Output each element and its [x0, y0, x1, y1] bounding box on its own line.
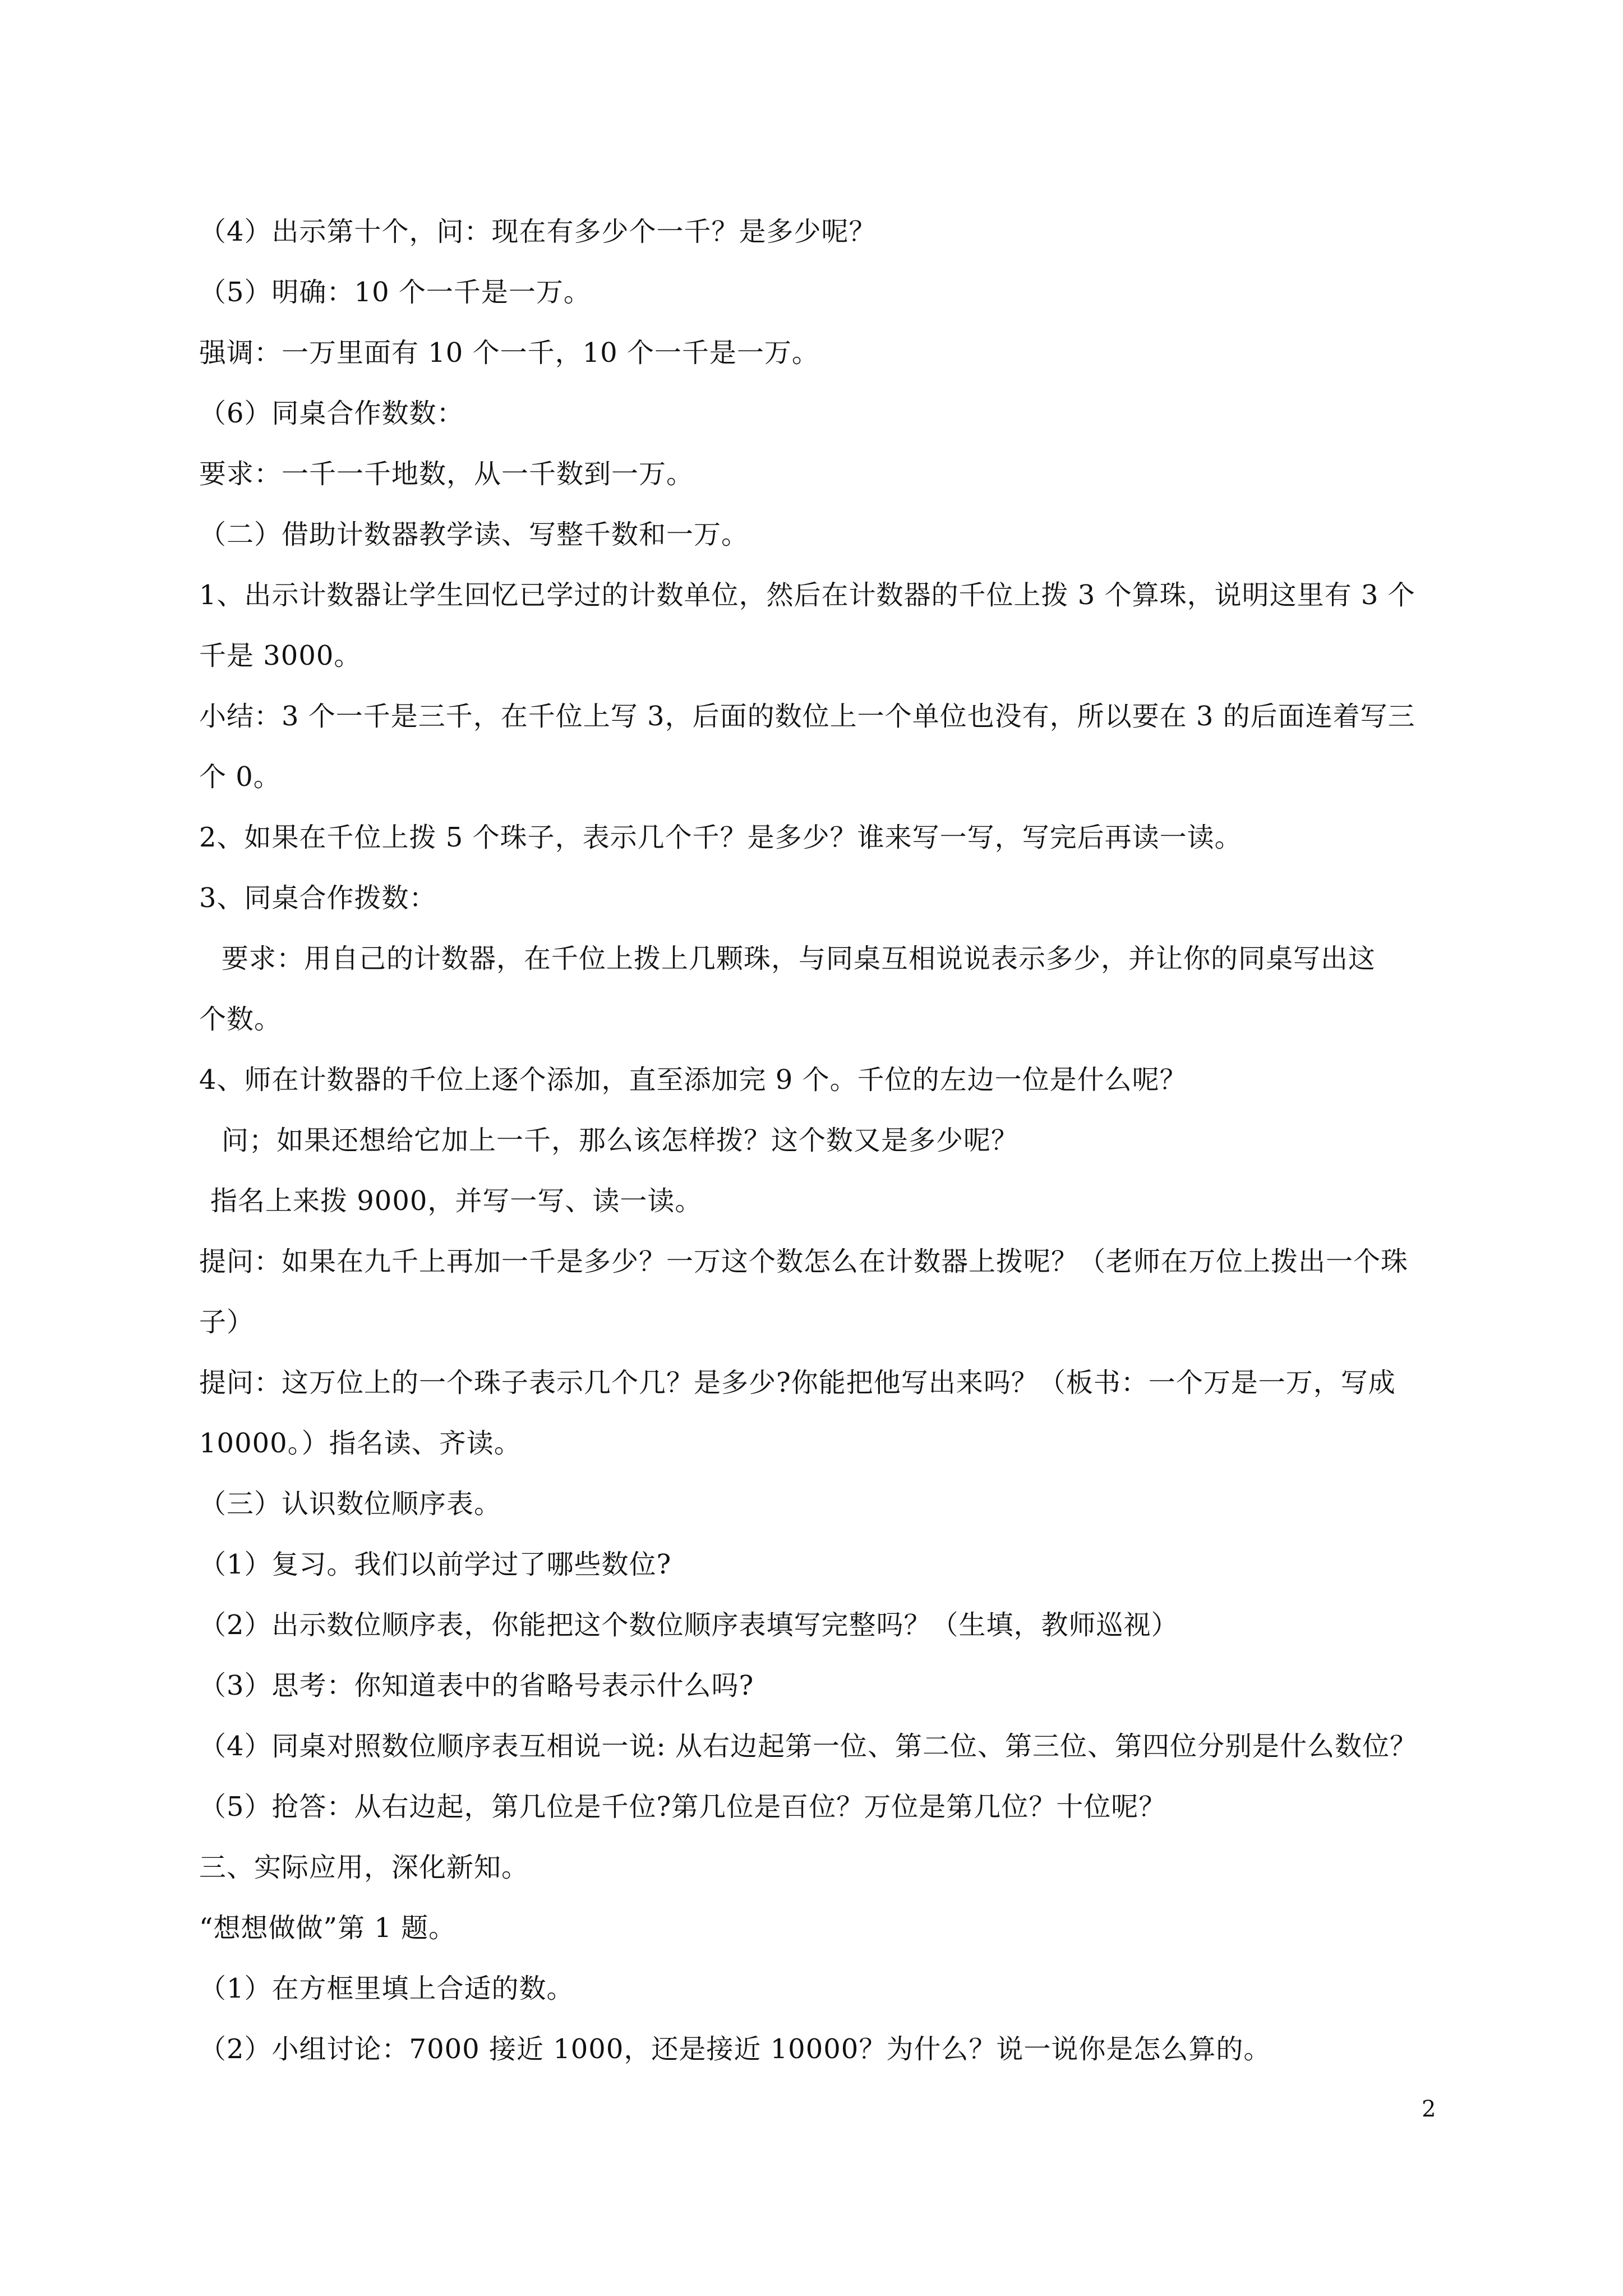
section-heading: （三）认识数位顺序表。: [199, 1488, 502, 1520]
text-line: 指名上来拨 9000，并写一写、读一读。: [210, 1185, 703, 1217]
text-line: 小结：3 个一千是三千，在千位上写 3，后面的数位上一个单位也没有，所以要在 3 的后面连着写三: [199, 701, 1415, 732]
text-line: （6）同桌合作数数：: [199, 398, 464, 429]
text-line: （1）在方框里填上合适的数。: [199, 1973, 574, 2004]
text-line: （4）同桌对照数位顺序表互相说一说: 从右边起第一位、第二位、第三位、第四位分别是什么数位？: [199, 1731, 1417, 1762]
text-line: （3）思考：你知道表中的省略号表示什么吗?: [199, 1670, 754, 1701]
text-line: 10000。）指名读、齐读。: [199, 1428, 522, 1459]
text-line: （2）小组讨论：7000 接近 1000，还是接近 10000？为什么？说一说你是怎么算的。: [199, 2033, 1271, 2065]
text-line: 强调：一万里面有 10 个一千，10 个一千是一万。: [199, 337, 819, 369]
text-line: 2、如果在千位上拨 5 个珠子，表示几个千？是多少？谁来写一写，写完后再读一读。: [199, 822, 1242, 853]
text-line: （1）复习。我们以前学过了哪些数位?: [199, 1549, 672, 1580]
text-line: 3、同桌合作拨数：: [199, 882, 437, 914]
text-line: （5）抢答：从右边起，第几位是千位?第几位是百位？万位是第几位？十位呢？: [199, 1791, 1166, 1823]
text-line: （2）出示数位顺序表，你能把这个数位顺序表填写完整吗？（生填，教师巡视）: [199, 1609, 1179, 1641]
text-line: 千是 3000。: [199, 640, 362, 671]
section-heading: （二）借助计数器教学读、写整千数和一万。: [199, 519, 749, 550]
section-heading: 三、实际应用，深化新知。: [199, 1852, 529, 1883]
text-line: “想想做做”第 1 题。: [199, 1912, 457, 1944]
text-line: 个 0。: [199, 761, 281, 793]
text-line: 提问：这万位上的一个珠子表示几个几？是多少?你能把他写出来吗？（板书：一个万是一万，写成: [199, 1367, 1396, 1398]
text-line: （5）明确：10 个一千是一万。: [199, 277, 591, 308]
text-line: 4、师在计数器的千位上逐个添加，直至添加完 9 个。千位的左边一位是什么呢？: [199, 1064, 1187, 1096]
text-line: 提问：如果在九千上再加一千是多少？一万这个数怎么在计数器上拨呢？（老师在万位上拨出一个珠: [199, 1246, 1409, 1277]
text-line: 子）: [199, 1306, 255, 1338]
text-line: 个数。: [199, 1004, 282, 1035]
text-line: （4）出示第十个，问：现在有多少个一千？是多少呢？: [199, 216, 877, 247]
text-line: 要求：用自己的计数器，在千位上拨上几颗珠，与同桌互相说说表示多少，并让你的同桌写出这: [222, 943, 1376, 974]
text-line: 问；如果还想给它加上一千，那么该怎样拨？这个数又是多少呢？: [222, 1125, 1019, 1156]
page-number: 2: [1422, 2096, 1436, 2122]
text-line: 要求：一千一千地数，从一千数到一万。: [199, 458, 694, 490]
text-line: 1、出示计数器让学生回忆已学过的计数单位，然后在计数器的千位上拨 3 个算珠，说明这里有 3 个: [199, 579, 1415, 611]
